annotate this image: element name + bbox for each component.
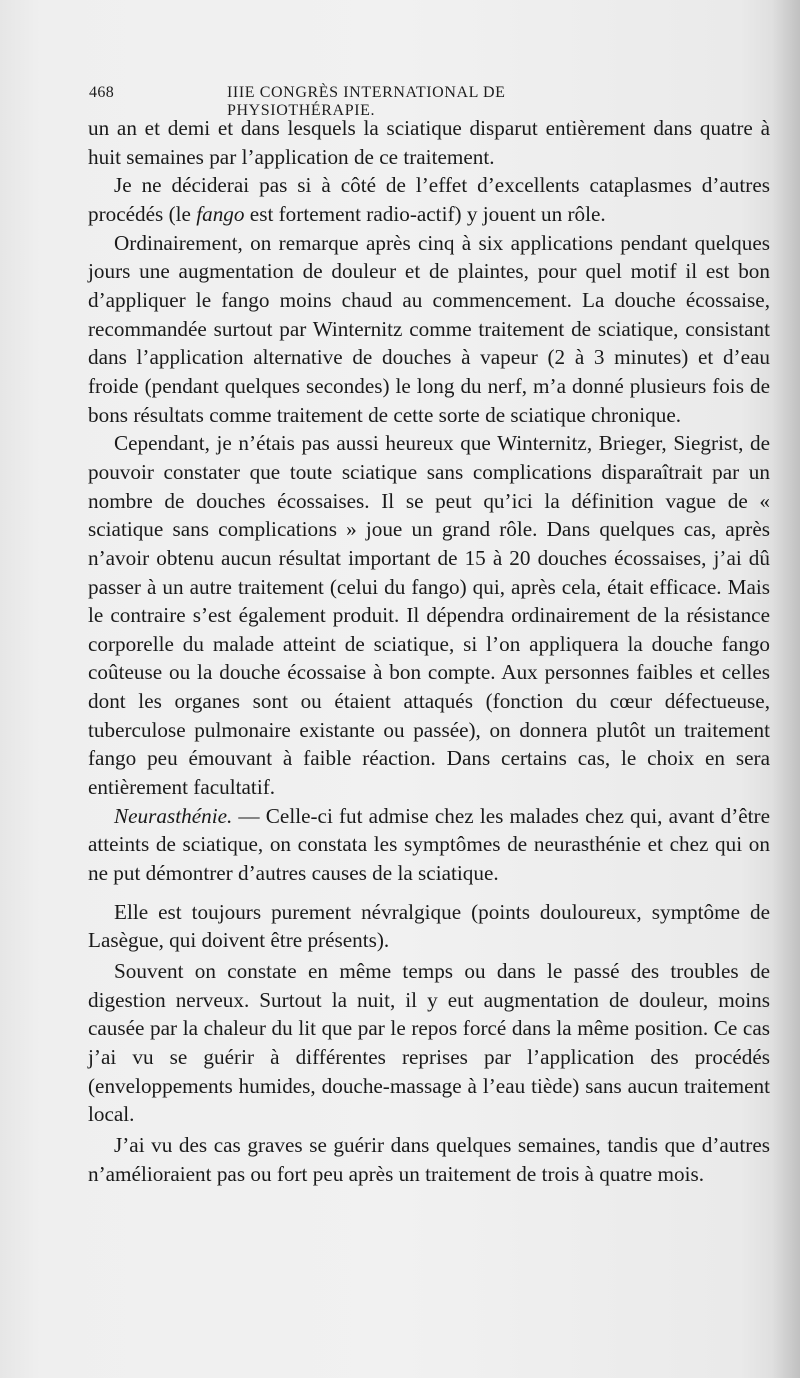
paragraph-cataplasmes-tail: est fortement radio-actif) y jouent un rôle. [244,201,606,226]
neurasthenie-heading: Neurasthénie. [114,803,233,828]
paragraph-cas-graves: J’ai vu des cas graves se guérir dans quelques semaines, tandis que d’autres n’amélioraient pas ou fort peu après un traitement de trois à quatre mois. [88,1132,770,1186]
running-header [89,84,655,119]
fango-emphasis: fango [196,201,245,226]
paragraph-continuation: un an et demi et dans lesquels la sciatique disparut entièrement dans quatre à huit semaines par l’application de ce traitement. [88,116,770,169]
running-title: IIIE CONGRÈS INTERNATIONAL DE PHYSIOTHÉRAPIE. [227,84,506,119]
page-number: 468 [89,84,115,101]
paragraph-neurasthenie-text: — Celle-ci fut admise chez les malades chez qui, avant d’être atteints de sciatique, on constata les symptômes de neurasthénie et chez qui on ne put démontrer d’autres causes de la sciatique. [88,803,770,886]
paragraph-ordinairement: Ordinairement, on remarque après cinq à six applications pendant quelques jours une augmentation de douleur et de plaintes, pour quel motif il est bon d’appliquer le fango moins chaud au commencement. La douche écossaise, recommandée surtout par Winternitz comme traitement de sciatique, consistant dans l’application alternative de douches à vapeur (2 à 3 minutes) et d’eau froide (pendant quelques secondes) le long du nerf, m’a donné plusieurs fois de bons résultats comme traitement de cette sorte de sciatique chronique. [88,230,770,427]
paragraph-neurasthenie [88,802,770,888]
paragraph-cataplasmes-lead: Je ne déciderai pas si à côté de l’effet d’excellents cataplasmes d’autres procédés (le [88,173,770,226]
page-edge-shadow [772,0,800,1378]
body-text [88,114,770,1188]
paragraph-cependant: Cependant, je n’étais pas aussi heureux que Winternitz, Brieger, Siegrist, de pouvoir constater que toute sciatique sans complications disparaîtrait par un nombre de douches écossaises. Il se peut qu’ici la définition vague de « sciatique sans complications » joue un grand rôle. Dans quelques cas, après n’avoir obtenu aucun résultat important de 15 à 20 douches écossaises, j’ai dû passer à un autre traitement (celui du fango) qui, après cela, était efficace. Mais le contraire s’est également produit. Il dépendra ordinairement de la résistance corporelle du malade atteint de sciatique, si l’on appliquera la douche fango coûteuse ou la douche écossaise à bon compte. Aux personnes faibles et celles dont les organes sont ou étaient attaqués (fonction du cœur défectueuse, tuberculose pulmonaire existante ou passée), on donnera plutôt un traitement fango peu émouvant à faible réaction. Dans certains cas, le choix en sera entièrement facultatif. [88,431,770,800]
paragraph-souvent: Souvent on constate en même temps ou dans le passé des troubles de digestion nerveux. Surtout la nuit, il y eut augmentation de douleur, moins causée par la chaleur du lit que par le repos forcé dans la même position. Ce cas j’ai vu se guérir à différentes reprises par l’application des procédés (enveloppements humides, douche-massage à l’eau tiède) sans aucun traitement local. [88,959,770,1127]
paragraph-cataplasmes [88,171,770,228]
paragraph-nevralgique: Elle est toujours purement névralgique (points douloureux, symptôme de Lasègue, qui doivent être présents). [88,899,770,953]
